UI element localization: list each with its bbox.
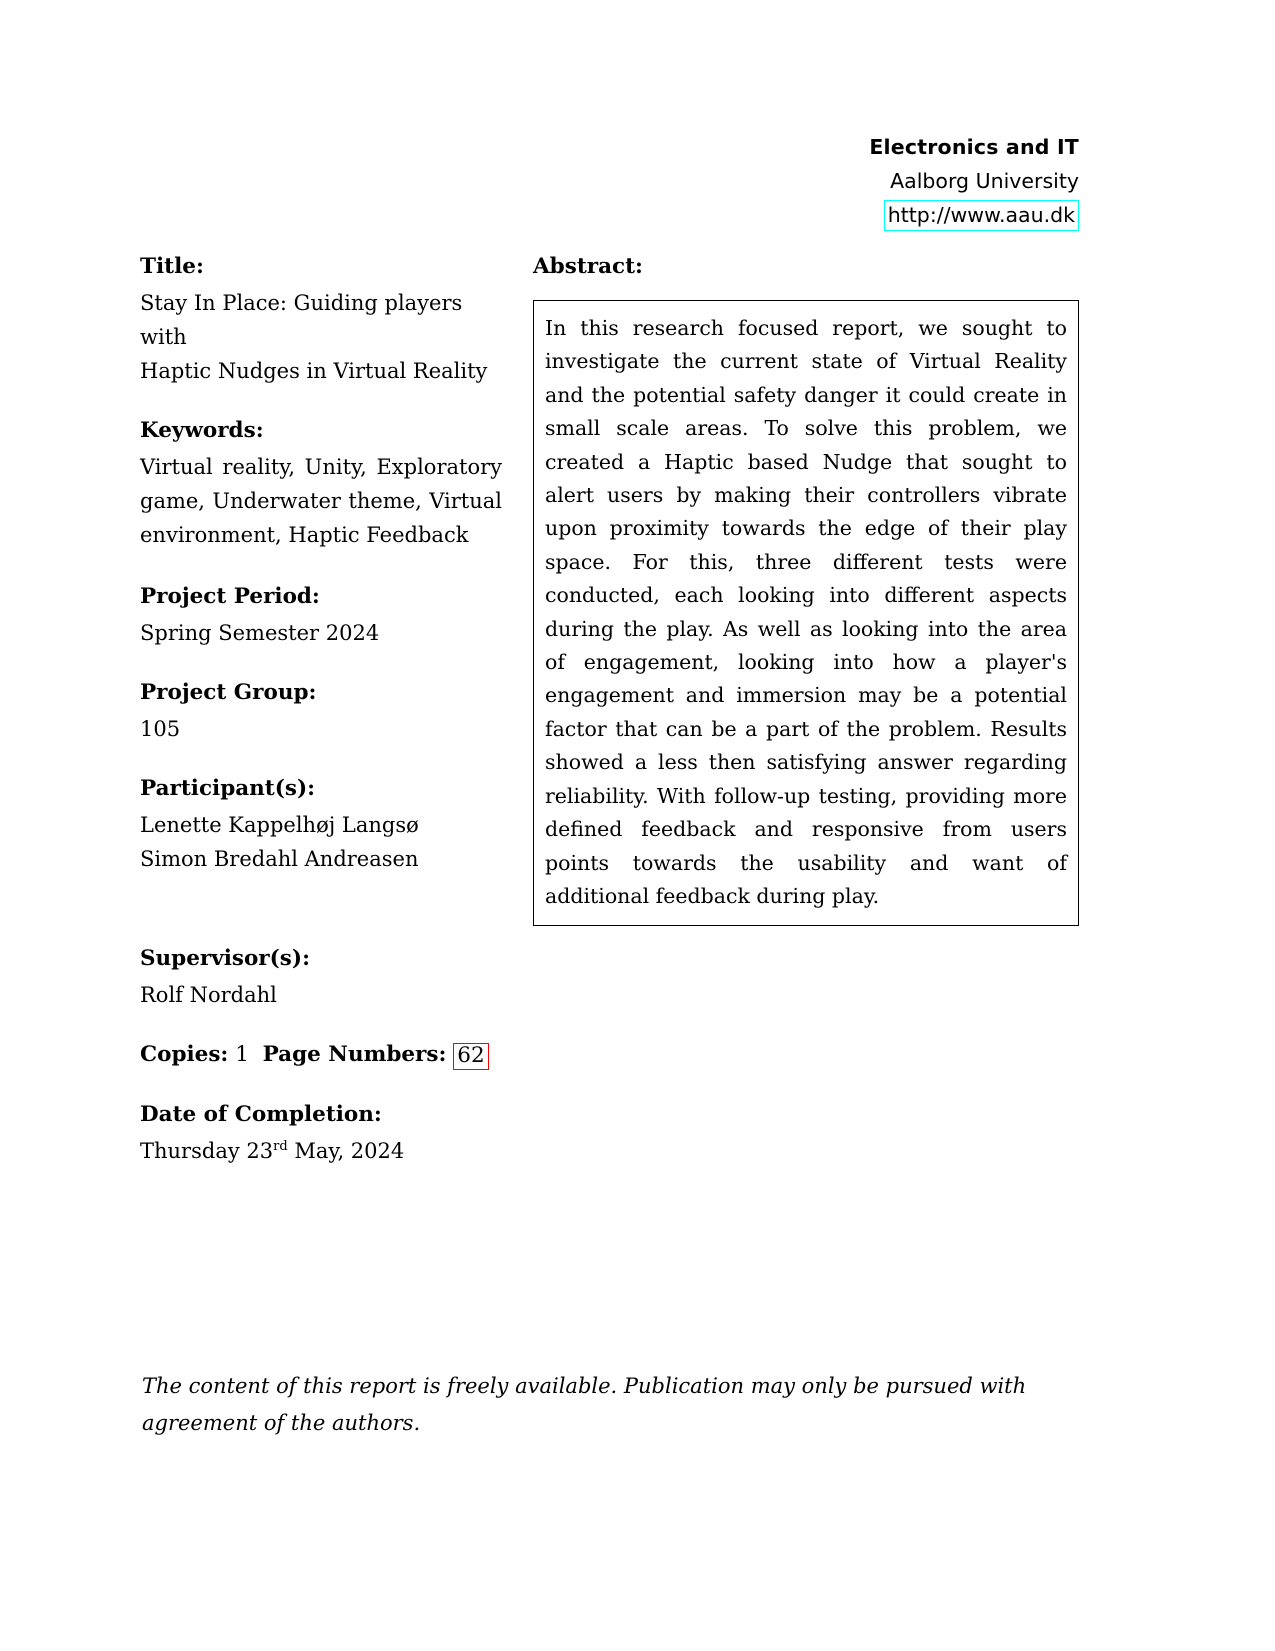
- copies-label: Copies:: [140, 1042, 229, 1067]
- title-value: [140, 286, 502, 388]
- title-value-line-1: Stay In Place: Guiding players with: [140, 291, 463, 349]
- date-of-completion-label: Date of Completion:: [140, 1102, 382, 1127]
- supervisors-value: [140, 978, 502, 1012]
- supervisors-label: Supervisor(s):: [140, 946, 311, 971]
- date-weekday-day: Thursday 23: [140, 1139, 274, 1163]
- title-label: Title:: [140, 254, 204, 279]
- project-period-field: [140, 580, 502, 650]
- project-group-label: Project Group:: [140, 680, 317, 705]
- institution-header: [869, 130, 1079, 231]
- supervisors-field: [140, 942, 502, 1012]
- page-numbers-label: Page Numbers:: [262, 1042, 447, 1067]
- title-field: [140, 250, 502, 388]
- project-period-label: Project Period:: [140, 584, 320, 609]
- title-value-line-2: Haptic Nudges in Virtual Reality: [140, 359, 488, 383]
- keywords-label: Keywords:: [140, 418, 264, 443]
- supervisor-name: Rolf Nordahl: [140, 983, 277, 1007]
- university-url-row: [869, 200, 1079, 231]
- publication-notice: The content of this report is freely available. Publication may only be pursued with agreement of the authors.: [142, 1374, 1027, 1435]
- date-month-year: May, 2024: [287, 1139, 405, 1163]
- page-numbers-reference-link[interactable]: 62: [453, 1043, 488, 1070]
- project-period-value: Spring Semester 2024: [140, 621, 380, 645]
- copies-value: 1: [235, 1042, 249, 1067]
- abstract-box: [533, 300, 1079, 926]
- abstract-text: In this research focused report, we sought to investigate the current state of Virtual Reality and the potential safety danger it could create in small scale areas. To solve this problem, we created a Haptic based Nudge that sought to alert users by making their controllers vibrate upon proximity towards the edge of their play space. For this, three different tests were conducted, each looking into different aspects during the play. As well as looking into the area of engagement, looking into how a player's engagement and immersion may be a potential factor that can be a part of the problem. Results showed a less then satisfying answer regarding reliability. With follow-up testing, providing more defined feedback and responsive from users points towards the usability and want of additional feedback during play.: [545, 316, 1067, 908]
- abstract-label: Abstract:: [533, 254, 643, 279]
- project-group-value: 105: [140, 717, 181, 741]
- project-group-field: [140, 676, 502, 746]
- keywords-field: [140, 414, 502, 552]
- participants-value: [140, 808, 502, 876]
- copies-and-pages-row: [140, 1038, 502, 1072]
- date-of-completion-field: [140, 1098, 502, 1168]
- date-ordinal-suffix: rd: [273, 1139, 288, 1154]
- participant-name: Simon Bredahl Andreasen: [140, 847, 419, 871]
- university-name: Aalborg University: [890, 169, 1079, 193]
- keywords-value: Virtual reality, Unity, Exploratory game, Underwater theme, Virtual environment, Haptic Feedback: [140, 455, 502, 547]
- participant-name: Lenette Kappelhøj Langsø: [140, 813, 419, 837]
- abstract-column: [533, 250, 1079, 926]
- university-url-link[interactable]: http://www.aau.dk: [884, 200, 1079, 231]
- project-metadata-column: [140, 250, 502, 1190]
- participants-label: Participant(s):: [140, 776, 316, 801]
- date-of-completion-value: [140, 1134, 502, 1168]
- participants-field: [140, 772, 502, 876]
- copies-and-pages-field: [140, 1038, 502, 1072]
- department-name: Electronics and IT: [869, 135, 1079, 159]
